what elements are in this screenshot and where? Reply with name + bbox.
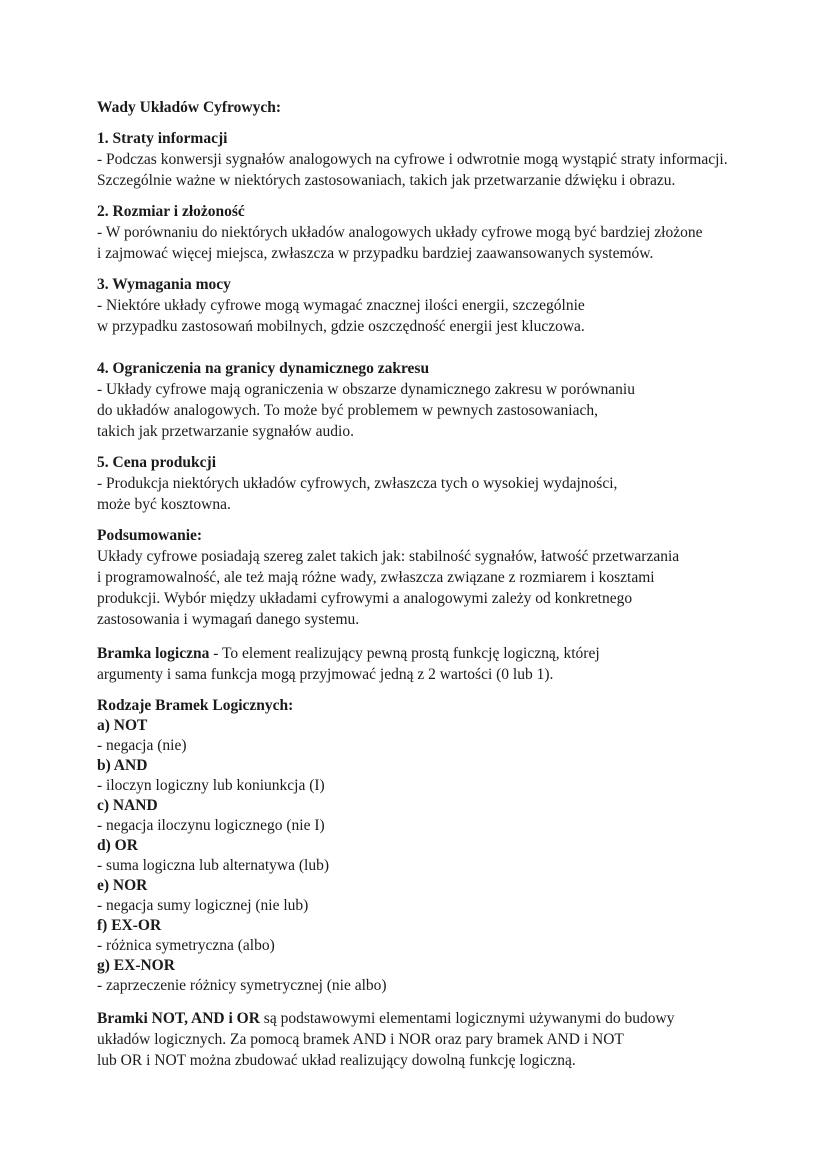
bold-lead: Bramka logiczna bbox=[97, 645, 210, 662]
gate-label: e) NOR bbox=[97, 877, 148, 894]
gate-label: b) AND bbox=[97, 757, 148, 774]
gate-description: - negacja sumy logicznej (nie lub) bbox=[97, 897, 309, 914]
body-line: argumenty i sama funkcja mogą przyjmować jedną z 2 wartości (0 lub 1). bbox=[97, 666, 554, 683]
section-wymagania-mocy bbox=[97, 274, 758, 337]
body-line: - Produkcja niektórych układów cyfrowych, zwłaszcza tych o wysokiej wydajności, bbox=[97, 475, 618, 492]
section-straty-informacji bbox=[97, 128, 758, 191]
gate-description: - iloczyn logiczny lub koniunkcja (I) bbox=[97, 777, 325, 794]
body-line: - W porównaniu do niektórych układów analogowych układy cyfrowe mogą być bardziej złożone bbox=[97, 224, 703, 241]
section-heading: 1. Straty informacji bbox=[97, 130, 228, 147]
body-line: - Układy cyfrowe mają ograniczenia w obszarze dynamicznego zakresu w porównaniu bbox=[97, 381, 635, 398]
gate-label: c) NAND bbox=[97, 797, 158, 814]
paragraph-bramka-logiczna bbox=[97, 643, 758, 685]
section-cena-produkcji bbox=[97, 452, 758, 515]
gate-description: - zaprzeczenie różnicy symetrycznej (nie albo) bbox=[97, 977, 387, 994]
body-line: Układy cyfrowe posiadają szereg zalet takich jak: stabilność sygnałów, łatwość przetwarzania bbox=[97, 548, 680, 565]
body-line: produkcji. Wybór między układami cyfrowymi a analogowymi zależy od konkretnego bbox=[97, 590, 633, 607]
lead-continuation: - To element realizujący pewną prostą funkcję logiczną, której bbox=[209, 645, 600, 662]
paragraph-bramki-not-and-or bbox=[97, 1008, 758, 1071]
document-title: Wady Układów Cyfrowych: bbox=[97, 99, 282, 116]
body-line: takich jak przetwarzanie sygnałów audio. bbox=[97, 423, 354, 440]
gate-label: f) EX-OR bbox=[97, 917, 162, 934]
section-rozmiar-zlozonosc bbox=[97, 201, 758, 264]
gate-description: - różnica symetryczna (albo) bbox=[97, 937, 275, 954]
bold-lead: Bramki NOT, AND i OR bbox=[97, 1010, 260, 1027]
gate-description: - negacja (nie) bbox=[97, 737, 187, 754]
body-line: w przypadku zastosowań mobilnych, gdzie oszczędność energii jest kluczowa. bbox=[97, 318, 585, 335]
section-heading: Podsumowanie: bbox=[97, 527, 203, 544]
body-line: - Niektóre układy cyfrowe mogą wymagać znacznej ilości energii, szczególnie bbox=[97, 297, 585, 314]
section-heading: 5. Cena produkcji bbox=[97, 454, 216, 471]
section-ograniczenia-zakresu bbox=[97, 358, 758, 442]
lead-continuation: są podstawowymi elementami logicznymi używanymi do budowy bbox=[259, 1010, 675, 1027]
section-heading: 2. Rozmiar i złożoność bbox=[97, 203, 245, 220]
body-line: i programowalność, ale też mają różne wady, zwłaszcza związane z rozmiarem i kosztami bbox=[97, 569, 655, 586]
body-line: lub OR i NOT można zbudować układ realizujący dowolną funkcję logiczną. bbox=[97, 1052, 576, 1069]
gate-label: g) EX-NOR bbox=[97, 957, 175, 974]
body-line: do układów analogowych. To może być problemem w pewnych zastosowaniach, bbox=[97, 402, 598, 419]
body-line bbox=[97, 1008, 758, 1029]
section-heading: 4. Ograniczenia na granicy dynamicznego zakresu bbox=[97, 360, 430, 377]
gate-description: - negacja iloczynu logicznego (nie I) bbox=[97, 817, 325, 834]
gate-label: d) OR bbox=[97, 837, 138, 854]
body-line bbox=[97, 643, 758, 664]
body-line: i zajmować więcej miejsca, zwłaszcza w przypadku bardziej zaawansowanych systemów. bbox=[97, 245, 654, 262]
body-line: układów logicznych. Za pomocą bramek AND i NOR oraz pary bramek AND i NOT bbox=[97, 1031, 624, 1048]
gate-description: - suma logiczna lub alternatywa (lub) bbox=[97, 857, 329, 874]
body-line: Szczególnie ważne w niektórych zastosowaniach, takich jak przetwarzanie dźwięku i obrazu. bbox=[97, 172, 676, 189]
body-line: - Podczas konwersji sygnałów analogowych na cyfrowe i odwrotnie mogą wystąpić straty informacji. bbox=[97, 151, 728, 168]
section-podsumowanie bbox=[97, 525, 758, 630]
section-heading: 3. Wymagania mocy bbox=[97, 276, 231, 293]
section-heading: Rodzaje Bramek Logicznych: bbox=[97, 697, 294, 714]
gate-label: a) NOT bbox=[97, 717, 148, 734]
body-line: może być kosztowna. bbox=[97, 496, 231, 513]
section-rodzaje-bramek bbox=[97, 695, 758, 996]
body-line: zastosowania i wymagań danego systemu. bbox=[97, 611, 360, 628]
